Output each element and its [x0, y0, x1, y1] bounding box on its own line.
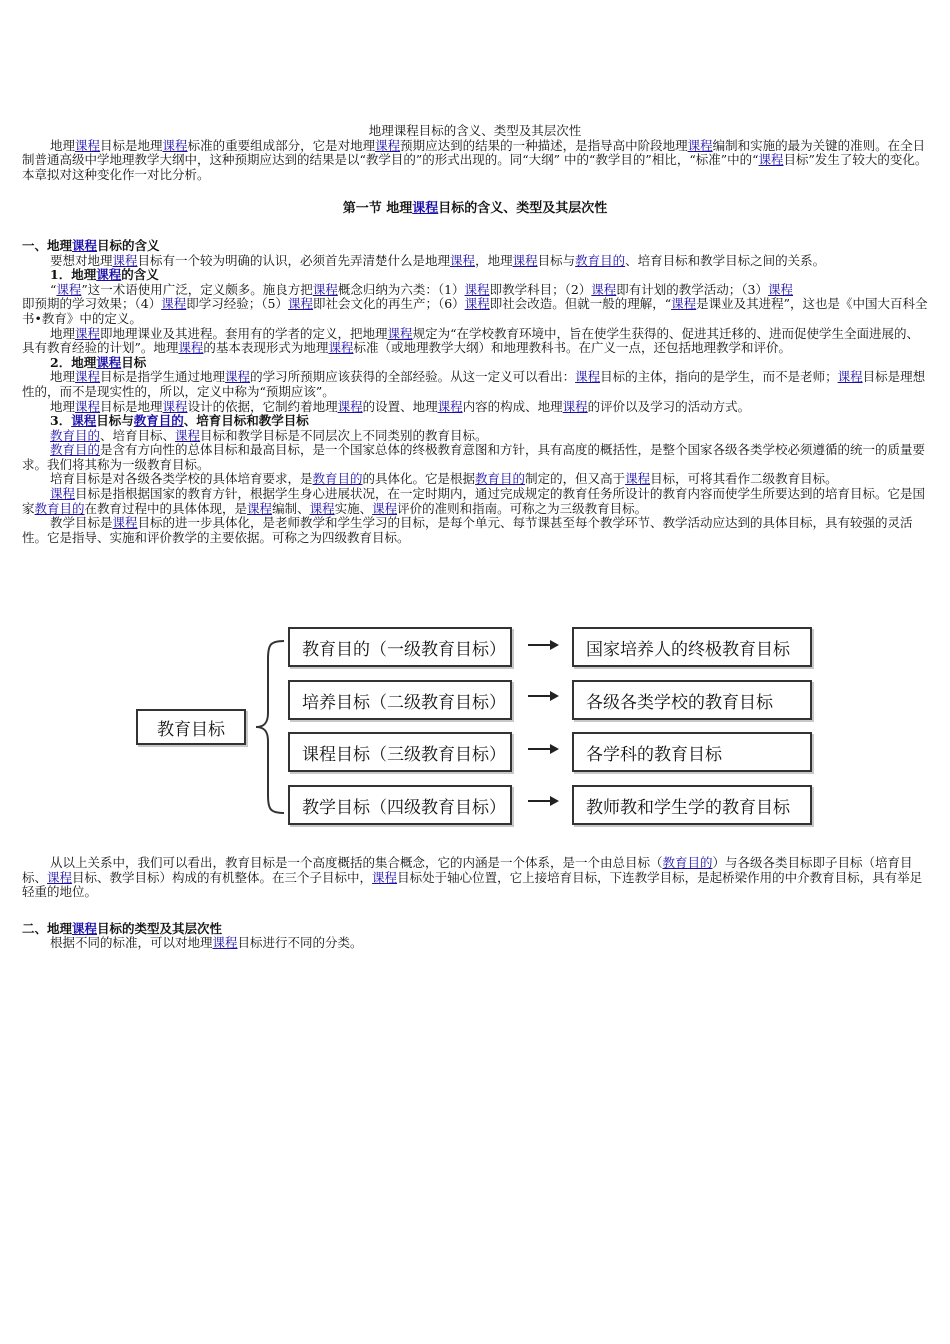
text-run: 标准的重要组成部分，它是对地理 [187, 137, 376, 153]
text-run: 即社会文化的再生产；（6） [312, 296, 465, 312]
level-3-desc: 各学科的教育目标 [586, 744, 722, 765]
link-kecheng[interactable]: 课程 [625, 471, 651, 487]
text-run: 是含有方向性的总体目标和最高目标，是一个国家总体的终极教育意图和方针，具有高度的概括性，是整个国家各级各类学校必须遵循的统一的质量要求。我们将其称为一级教育目标。 [22, 442, 926, 472]
level-3-label: 课程目标（三级教育目标） [302, 744, 506, 765]
link-kecheng[interactable]: 课程 [512, 252, 538, 268]
text-run: 地理 [50, 137, 76, 153]
link-jiaoyumudi[interactable]: 教育目的 [133, 413, 184, 429]
link-kecheng[interactable]: 课程 [687, 137, 713, 153]
paragraph [22, 936, 928, 951]
text-run: 、培育目标、 [100, 427, 176, 443]
paragraph [22, 283, 928, 327]
text-run: 即地理课业及其进程。套用有的学者的定义，把地理 [100, 325, 388, 341]
text-run: 的学习所预期应该获得的全部经验。从这一定义可以看出： [250, 369, 576, 385]
level-4-label: 教学目标（四级教育目标） [302, 797, 506, 818]
link-kecheng[interactable]: 课程 [837, 369, 863, 385]
link-kecheng[interactable]: 课程 [328, 340, 354, 356]
text-run: 目标有一个较为明确的认识，必须首先弄清楚什么是地理 [137, 252, 451, 268]
text-run: 目标与 [96, 413, 134, 429]
text-run: 即教学科目；（2） [489, 281, 592, 297]
link-jiaoyumudi[interactable]: 教育目的 [312, 471, 363, 487]
link-kecheng[interactable]: 课程 [96, 354, 122, 370]
link-kecheng[interactable]: 课程 [75, 325, 101, 341]
link-kecheng[interactable]: 课程 [71, 413, 97, 429]
text-run: 的基本表现形式为地理 [203, 340, 329, 356]
document-body [22, 124, 928, 545]
text-run: ，地理 [475, 252, 513, 268]
text-run: 目标是地理 [100, 137, 163, 153]
link-kecheng[interactable]: 课程 [162, 398, 188, 414]
text-run: 第一节 地理 [342, 201, 413, 217]
link-kecheng[interactable]: 课程 [437, 398, 463, 414]
text-run: 概念归纳为六类：（1） [337, 281, 465, 297]
text-run: 目标是指学生通过地理 [100, 369, 226, 385]
link-kecheng[interactable]: 课程 [575, 369, 601, 385]
text-run: 培育目标是对各级各类学校的具体培育要求，是 [50, 471, 313, 487]
intro-paragraph [22, 139, 928, 183]
level-4-desc: 教师教和学生学的教育目标 [586, 797, 790, 818]
heading-two [22, 922, 928, 937]
arrow-right-icon [528, 794, 560, 808]
link-jiaoyumudi[interactable]: 教育目的 [50, 442, 101, 458]
text-run: 实施、 [334, 500, 373, 516]
text-run: 目标的进一步具体化，是老师教学和学生学习的目标，是每个单元、每节课甚至每个教学环节、教学活动应达到的具体目标，具有较强的灵活性。它是指导、实施和评价教学的主要依据。可称之为四级教育目标。 [22, 515, 913, 545]
text-run: 设计的依据，它制约着地理 [187, 398, 338, 414]
link-kecheng[interactable]: 课程 [312, 281, 338, 297]
link-jiaoyumudi[interactable]: 教育目的 [50, 427, 101, 443]
level-1-label: 教育目的（一级教育目标） [302, 639, 506, 660]
level-1-desc: 国家培养人的终极教育目标 [586, 639, 790, 660]
text-run: 目标与 [537, 252, 576, 268]
paragraph [22, 429, 928, 444]
link-jiaoyumudi[interactable]: 教育目的 [662, 855, 713, 870]
level-4-desc-box [572, 785, 812, 825]
text-run: 教学目标是 [50, 515, 113, 531]
text-run: 目标是地理 [100, 398, 163, 414]
text-run: 目标的类型及其层次性 [97, 920, 223, 936]
text-run: ）与各级各类目标即子目标（培育目标、 [22, 855, 913, 885]
text-run: 即预期的学习效果；（4） [22, 296, 162, 312]
level-3-box [288, 732, 512, 772]
document-title: 地理课程目标的含义、类型及其层次性 [368, 123, 582, 138]
link-kecheng[interactable]: 课程 [75, 369, 101, 385]
level-2-box [288, 680, 512, 720]
text-run: 二、地理 [22, 920, 73, 936]
paragraph [22, 443, 928, 472]
link-jiaoyumudi[interactable]: 教育目的 [575, 252, 626, 268]
link-kecheng[interactable]: 课程 [671, 296, 697, 312]
text-run: 目标的含义、类型及其层次性 [438, 201, 608, 217]
text-run: 目标、教学目标）构成的有机整体。在三个子目标中， [72, 869, 373, 885]
section-title [22, 202, 928, 217]
text-run: 即社会改造。但就一般的理解，“ [489, 296, 672, 312]
text-run: ”这一术语使用广泛，定义颇多。施良方把 [81, 281, 313, 297]
arrow-right-icon [528, 742, 560, 756]
text-run: 的具体化。它是根据 [362, 471, 476, 487]
link-kecheng[interactable]: 课程 [372, 869, 398, 885]
text-run: 在教育过程中的具体体现，是 [84, 500, 248, 516]
text-run: 一、地理 [22, 237, 73, 253]
link-kecheng[interactable]: 课程 [464, 281, 490, 297]
text-run: 目标和教学目标是不同层次上不同类别的教育目标。 [200, 427, 488, 443]
link-kecheng[interactable]: 课程 [412, 201, 439, 217]
document-body-lower [22, 856, 928, 951]
heading-2 [50, 356, 928, 371]
link-kecheng[interactable]: 课程 [175, 427, 201, 443]
link-kecheng[interactable]: 课程 [372, 500, 398, 516]
link-kecheng[interactable]: 课程 [212, 935, 238, 951]
text-run: 即有计划的教学活动；（3） [616, 281, 769, 297]
link-kecheng[interactable]: 课程 [112, 515, 138, 531]
paragraph [22, 370, 928, 399]
text-run: 编制和实施的最为关键的准则。在全日制普通高级中学地理教学大纲中，这种预期应达到的结果是以“教学目的”的形式出现的。同“大纲” 中的“教学目的”相比，“标准”中的“ [22, 137, 926, 168]
text-run: 评价的准则和指南。可称之为三级教育目标。 [397, 500, 648, 516]
link-kecheng[interactable]: 课程 [464, 296, 490, 312]
link-kecheng[interactable]: 课程 [72, 920, 98, 936]
text-run: “ [50, 281, 57, 297]
link-kecheng[interactable]: 课程 [758, 152, 784, 168]
heading-1 [50, 268, 928, 283]
text-run: 目标进行不同的分类。 [237, 935, 363, 951]
level-2-desc-box [572, 680, 812, 720]
link-kecheng[interactable]: 课程 [562, 398, 588, 414]
link-jiaoyumudi[interactable]: 教育目的 [475, 471, 526, 487]
text-run: 内容的构成、地理 [462, 398, 563, 414]
link-kecheng[interactable]: 课程 [375, 137, 401, 153]
text-run: 目标的主体，指向的是学生，而不是老师； [600, 369, 838, 385]
text-run: 地理 [50, 325, 76, 341]
link-kecheng[interactable]: 课程 [50, 486, 76, 502]
education-goal-diagram [134, 625, 818, 830]
link-kecheng[interactable]: 课程 [75, 137, 101, 153]
text-run: 目标的含义 [97, 237, 160, 253]
text-run: 目标 [121, 354, 147, 370]
paragraph [22, 472, 928, 487]
link-kecheng[interactable]: 课程 [450, 252, 476, 268]
link-kecheng[interactable]: 课程 [161, 296, 187, 312]
level-2-label: 培养目标（二级教育目标） [302, 692, 506, 713]
text-run: 的评价以及学习的活动方式。 [587, 398, 751, 414]
text-run: 要想对地理 [50, 252, 113, 268]
link-kecheng[interactable]: 课程 [96, 267, 122, 283]
level-1-box [288, 627, 512, 667]
text-run: 根据不同的标准，可以对地理 [50, 935, 213, 951]
text-run: 地理 [50, 369, 76, 385]
diagram-root-box [136, 709, 246, 745]
link-kecheng[interactable]: 课程 [178, 340, 204, 356]
link-kecheng[interactable]: 课程 [225, 369, 251, 385]
paragraph [22, 327, 928, 356]
text-run: 标准（或地理教学大纲）和地理教科书。在广义一点，还包括地理教学和评价。 [353, 340, 791, 356]
paragraph [22, 254, 928, 269]
text-run: 是课业及其进程”，这也是《中国大百科全书•教育》中的定义。 [22, 296, 928, 326]
text-run: 的设置、地理 [362, 398, 438, 414]
diagram-root-label: 教育目标 [157, 719, 225, 740]
paragraph [22, 487, 928, 516]
text-run: 目标是指根据国家的教育方针，根据学生身心进展状况，在一定时期内，通过完成规定的教育任务所设计的教育内容而使学生所要达到的培育目标。它是国家 [22, 486, 926, 516]
link-kecheng[interactable]: 课程 [768, 281, 794, 297]
link-kecheng[interactable]: 课程 [112, 252, 138, 268]
level-1-desc-box [572, 627, 812, 667]
text-run: 3． [50, 413, 72, 429]
text-run: 目标处于轴心位置，它上接培育目标，下连教学目标，是起桥梁作用的中介教育目标，具有举足轻重的地位。 [22, 869, 923, 900]
text-run: 1．地理 [50, 267, 97, 283]
text-run: 即学习经验；（5） [186, 296, 288, 312]
brace-icon [254, 639, 286, 815]
text-run: 2．地理 [50, 354, 97, 370]
heading-one [22, 239, 928, 254]
text-run: 、培育目标和教学目标之间的关系。 [625, 252, 826, 268]
link-kecheng[interactable]: 课程 [309, 500, 335, 516]
heading-3 [50, 414, 928, 429]
text-run: 目标”发生了较大的变化。本章拟对这种变化作一对比分析。 [22, 152, 928, 182]
text-run: 规定为“在学校教育环境中，旨在使学生获得的、促进其迁移的、进而促使学生全面进展的、具有教育经验的计划”。地理 [22, 325, 919, 356]
level-4-box [288, 785, 512, 825]
link-kecheng[interactable]: 课程 [56, 281, 82, 297]
text-run: 、培育目标和教学目标 [183, 413, 309, 429]
text-run: 制定的，但又高于 [525, 471, 626, 487]
text-run: 目标，可将其看作二级教育目标。 [650, 471, 838, 487]
text-run: 从以上关系中，我们可以看出，教育目标是一个高度概括的集合概念，它的内涵是一个体系，是一个由总目标（ [50, 855, 663, 870]
link-jiaoyumudi[interactable]: 教育目的 [34, 500, 85, 516]
level-3-desc-box [572, 732, 812, 772]
link-kecheng[interactable]: 课程 [75, 398, 101, 414]
link-kecheng[interactable]: 课程 [247, 500, 273, 516]
arrow-right-icon [528, 638, 560, 652]
text-run: 编制、 [272, 500, 310, 516]
paragraph [22, 516, 928, 545]
paragraph [22, 856, 928, 900]
link-kecheng[interactable]: 课程 [287, 296, 313, 312]
link-kecheng[interactable]: 课程 [387, 325, 413, 341]
arrow-right-icon [528, 689, 560, 703]
text-run: 的含义 [121, 267, 159, 283]
text-run: 预期应达到的结果的一种描述，是指导高中阶段地理 [400, 137, 688, 153]
paragraph [22, 400, 928, 415]
text-run: 地理 [50, 398, 76, 414]
link-kecheng[interactable]: 课程 [47, 869, 73, 885]
text-run: 目标是理想性的，而不是现实性的，所以，定义中称为“预期应该”。 [22, 369, 926, 399]
link-kecheng[interactable]: 课程 [72, 237, 98, 253]
level-2-desc: 各级各类学校的教育目标 [586, 692, 773, 713]
link-kecheng[interactable]: 课程 [162, 137, 188, 153]
link-kecheng[interactable]: 课程 [591, 281, 617, 297]
link-kecheng[interactable]: 课程 [337, 398, 363, 414]
